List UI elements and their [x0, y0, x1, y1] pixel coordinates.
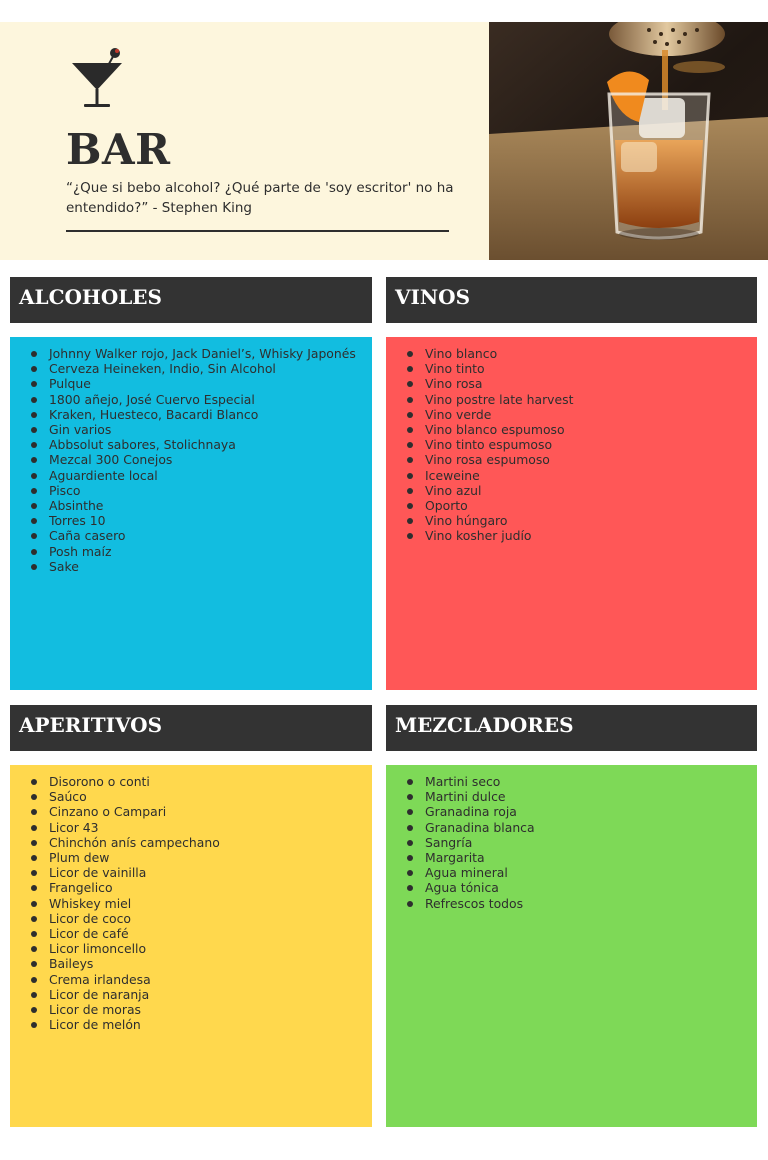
header	[0, 22, 768, 260]
list-item: Margarita	[406, 850, 757, 865]
list-item: Agua mineral	[406, 865, 757, 880]
vinos-list	[386, 337, 757, 544]
aperitivos-list-panel	[10, 765, 372, 1127]
section-header-vinos	[386, 277, 757, 323]
list-item: Plum dew	[30, 850, 372, 865]
list-item: Absinthe	[30, 498, 372, 513]
page-title: BAR	[66, 125, 171, 174]
list-item: Vino azul	[406, 483, 757, 498]
section-title: APERITIVOS	[19, 713, 163, 737]
list-item: Agua tónica	[406, 880, 757, 895]
alcoholes-list-panel	[10, 337, 372, 690]
list-item: Vino blanco	[406, 346, 757, 361]
list-item: Torres 10	[30, 513, 372, 528]
list-item: Licor de vainilla	[30, 865, 372, 880]
list-item: Licor 43	[30, 820, 372, 835]
list-item: 1800 añejo, José Cuervo Especial	[30, 392, 372, 407]
list-item: Pisco	[30, 483, 372, 498]
list-item: Vino tinto espumoso	[406, 437, 757, 452]
section-title: VINOS	[395, 285, 471, 309]
list-item: Mezcal 300 Conejos	[30, 452, 372, 467]
list-item: Disorono o conti	[30, 774, 372, 789]
list-item: Kraken, Huesteco, Bacardi Blanco	[30, 407, 372, 422]
list-item: Licor de melón	[30, 1017, 372, 1032]
list-item: Refrescos todos	[406, 896, 757, 911]
list-item: Chinchón anís campechano	[30, 835, 372, 850]
list-item: Licor de coco	[30, 911, 372, 926]
list-item: Vino postre late harvest	[406, 392, 757, 407]
list-item: Caña casero	[30, 528, 372, 543]
list-item: Posh maíz	[30, 544, 372, 559]
alcoholes-list	[10, 337, 372, 574]
list-item: Vino verde	[406, 407, 757, 422]
list-item: Pulque	[30, 376, 372, 391]
list-item: Vino rosa espumoso	[406, 452, 757, 467]
list-item: Baileys	[30, 956, 372, 971]
vinos-list-panel	[386, 337, 757, 690]
mezcladores-list-panel	[386, 765, 757, 1127]
list-item: Martini seco	[406, 774, 757, 789]
martini-glass-icon	[70, 46, 124, 110]
section-header-alcoholes	[10, 277, 372, 323]
mezcladores-list	[386, 765, 757, 911]
list-item: Vino blanco espumoso	[406, 422, 757, 437]
list-item: Whiskey miel	[30, 896, 372, 911]
list-item: Granadina blanca	[406, 820, 757, 835]
section-title: MEZCLADORES	[395, 713, 574, 737]
section-header-aperitivos	[10, 705, 372, 751]
list-item: Gin varios	[30, 422, 372, 437]
cocktail-photo	[489, 22, 768, 260]
list-item: Licor limoncello	[30, 941, 372, 956]
header-panel	[0, 22, 489, 260]
list-item: Sangría	[406, 835, 757, 850]
list-item: Sake	[30, 559, 372, 574]
list-item: Saúco	[30, 789, 372, 804]
list-item: Vino kosher judío	[406, 528, 757, 543]
list-item: Granadina roja	[406, 804, 757, 819]
list-item: Johnny Walker rojo, Jack Daniel’s, Whisky Japonés	[30, 346, 372, 361]
aperitivos-list	[10, 765, 372, 1032]
list-item: Licor de café	[30, 926, 372, 941]
list-item: Cerveza Heineken, Indio, Sin Alcohol	[30, 361, 372, 376]
list-item: Crema irlandesa	[30, 972, 372, 987]
list-item: Oporto	[406, 498, 757, 513]
header-quote: “¿Que si bebo alcohol? ¿Qué parte de 'soy escritor' no ha entendido?” - Stephen King	[66, 180, 454, 216]
list-item: Cinzano o Campari	[30, 804, 372, 819]
list-item: Abbsolut sabores, Stolichnaya	[30, 437, 372, 452]
list-item: Frangelico	[30, 880, 372, 895]
list-item: Martini dulce	[406, 789, 757, 804]
list-item: Licor de moras	[30, 1002, 372, 1017]
list-item: Iceweine	[406, 468, 757, 483]
list-item: Licor de naranja	[30, 987, 372, 1002]
list-item: Aguardiente local	[30, 468, 372, 483]
section-title: ALCOHOLES	[19, 285, 162, 309]
list-item: Vino húngaro	[406, 513, 757, 528]
header-divider	[66, 230, 449, 232]
list-item: Vino rosa	[406, 376, 757, 391]
section-header-mezcladores	[386, 705, 757, 751]
list-item: Vino tinto	[406, 361, 757, 376]
